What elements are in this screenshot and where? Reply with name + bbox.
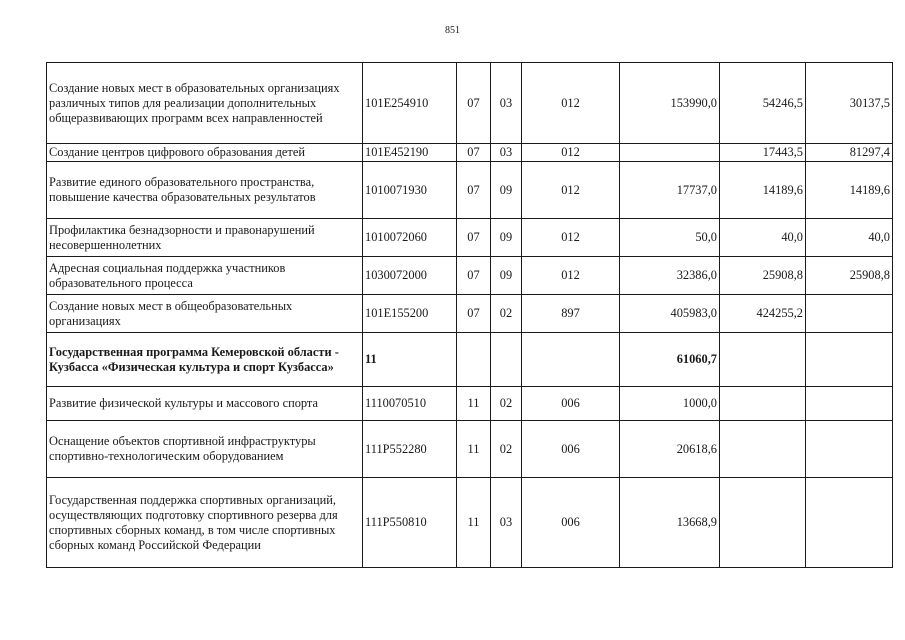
row-amount-3 xyxy=(806,295,893,333)
table-row xyxy=(47,219,893,257)
row-amount-1: 32386,0 xyxy=(620,257,720,295)
row-name: Профилактика безнадзорности и правонарушений несовершеннолетних xyxy=(47,219,363,257)
row-section: 07 xyxy=(457,162,491,219)
row-section: 07 xyxy=(457,257,491,295)
row-section: 07 xyxy=(457,144,491,162)
row-vendor: 012 xyxy=(522,162,620,219)
row-vendor xyxy=(522,333,620,387)
row-amount-1: 1000,0 xyxy=(620,387,720,421)
table-row xyxy=(47,144,893,162)
row-vendor: 006 xyxy=(522,478,620,568)
row-amount-3: 14189,6 xyxy=(806,162,893,219)
row-amount-2 xyxy=(720,421,806,478)
row-amount-3 xyxy=(806,333,893,387)
row-subsection: 09 xyxy=(491,219,522,257)
row-name: Создание центров цифрового образования детей xyxy=(47,144,363,162)
row-amount-2 xyxy=(720,387,806,421)
row-section: 07 xyxy=(457,219,491,257)
row-subsection: 02 xyxy=(491,421,522,478)
table-row xyxy=(47,257,893,295)
row-amount-2: 40,0 xyxy=(720,219,806,257)
table-row xyxy=(47,333,893,387)
row-name: Оснащение объектов спортивной инфраструктуры спортивно-технологическим оборудованием xyxy=(47,421,363,478)
row-subsection: 09 xyxy=(491,257,522,295)
table-row xyxy=(47,421,893,478)
row-amount-3 xyxy=(806,421,893,478)
row-section: 11 xyxy=(457,387,491,421)
row-amount-1: 405983,0 xyxy=(620,295,720,333)
budget-table-body xyxy=(47,63,893,568)
row-amount-2: 25908,8 xyxy=(720,257,806,295)
row-subsection: 02 xyxy=(491,295,522,333)
row-name: Создание новых мест в общеобразовательных организациях xyxy=(47,295,363,333)
table-row xyxy=(47,162,893,219)
row-code: 101E155200 xyxy=(363,295,457,333)
row-amount-2: 14189,6 xyxy=(720,162,806,219)
page-number: 851 xyxy=(445,25,460,36)
row-amount-2: 54246,5 xyxy=(720,63,806,144)
row-amount-3: 81297,4 xyxy=(806,144,893,162)
row-amount-1: 50,0 xyxy=(620,219,720,257)
row-amount-1: 20618,6 xyxy=(620,421,720,478)
row-amount-2 xyxy=(720,333,806,387)
row-vendor: 012 xyxy=(522,63,620,144)
row-amount-1: 17737,0 xyxy=(620,162,720,219)
row-name: Развитие физической культуры и массового спорта xyxy=(47,387,363,421)
row-section: 11 xyxy=(457,478,491,568)
budget-table xyxy=(46,62,893,568)
row-code: 1010071930 xyxy=(363,162,457,219)
row-name: Создание новых мест в образовательных организациях различных типов для реализации дополнительных общеразвивающих программ всех направленностей xyxy=(47,63,363,144)
row-vendor: 006 xyxy=(522,387,620,421)
row-amount-1: 153990,0 xyxy=(620,63,720,144)
row-amount-3 xyxy=(806,387,893,421)
row-name: Государственная программа Кемеровской области - Кузбасса «Физическая культура и спорт Кузбасса» xyxy=(47,333,363,387)
row-name: Адресная социальная поддержка участников образовательного процесса xyxy=(47,257,363,295)
row-amount-3 xyxy=(806,478,893,568)
row-section: 07 xyxy=(457,295,491,333)
row-amount-3: 30137,5 xyxy=(806,63,893,144)
row-code: 1110070510 xyxy=(363,387,457,421)
row-code: 1010072060 xyxy=(363,219,457,257)
row-amount-1: 13668,9 xyxy=(620,478,720,568)
row-vendor: 897 xyxy=(522,295,620,333)
row-section xyxy=(457,333,491,387)
row-amount-2: 17443,5 xyxy=(720,144,806,162)
row-amount-1 xyxy=(620,144,720,162)
row-code: 1030072000 xyxy=(363,257,457,295)
row-section: 11 xyxy=(457,421,491,478)
row-code: 111P552280 xyxy=(363,421,457,478)
row-amount-3: 25908,8 xyxy=(806,257,893,295)
row-section: 07 xyxy=(457,63,491,144)
row-code: 111P550810 xyxy=(363,478,457,568)
row-code: 101E254910 xyxy=(363,63,457,144)
row-subsection: 03 xyxy=(491,63,522,144)
row-code: 101E452190 xyxy=(363,144,457,162)
table-row xyxy=(47,387,893,421)
table-row xyxy=(47,63,893,144)
row-subsection: 09 xyxy=(491,162,522,219)
row-subsection xyxy=(491,333,522,387)
row-subsection: 02 xyxy=(491,387,522,421)
row-amount-1: 61060,7 xyxy=(620,333,720,387)
row-name: Развитие единого образовательного пространства, повышение качества образовательных результатов xyxy=(47,162,363,219)
row-code: 11 xyxy=(363,333,457,387)
row-name: Государственная поддержка спортивных организаций, осуществляющих подготовку спортивного резерва для спортивных сборных команд, в том числе спортивных сборных команд Российской Федерации xyxy=(47,478,363,568)
row-vendor: 006 xyxy=(522,421,620,478)
table-row xyxy=(47,478,893,568)
row-subsection: 03 xyxy=(491,144,522,162)
row-amount-3: 40,0 xyxy=(806,219,893,257)
row-vendor: 012 xyxy=(522,257,620,295)
row-subsection: 03 xyxy=(491,478,522,568)
row-vendor: 012 xyxy=(522,144,620,162)
table-row xyxy=(47,295,893,333)
row-amount-2: 424255,2 xyxy=(720,295,806,333)
row-amount-2 xyxy=(720,478,806,568)
row-vendor: 012 xyxy=(522,219,620,257)
